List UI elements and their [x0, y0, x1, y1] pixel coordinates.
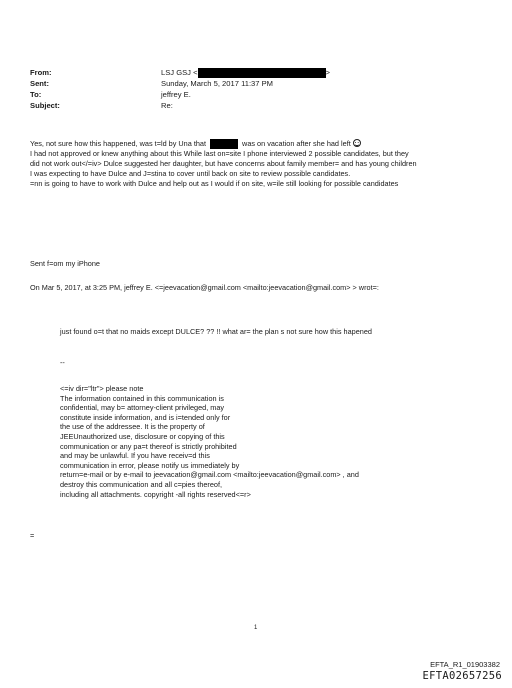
sent-from-iphone: Sent f=om my iPhone [30, 259, 100, 268]
quoted-message: just found o=t that no maids except DULCE? ?? !! what ar= the plan s not sure how this hapened [60, 327, 372, 336]
page-number: 1 [254, 625, 258, 631]
from-name: LSJ GSJ < [161, 68, 198, 77]
redaction-box [198, 68, 326, 78]
disclaimer-line: including all attachments. copyright -all rights reserved<=r> [60, 489, 251, 499]
sent-value: Sunday, March 5, 2017 11:37 PM [161, 79, 274, 88]
body-line-2: I had not approved or knew anything about this While last on=site I phone interviewed 2 possible candidates, but they [30, 149, 409, 158]
disclaimer-line: destroy this communication and all c=pies thereof, [60, 479, 223, 489]
from-value [161, 68, 330, 78]
bates-number-small: EFTA_R1_01903382 [430, 660, 500, 669]
to-value: jeffrey E. [161, 90, 191, 99]
from-suffix: > [325, 68, 330, 77]
signature-dashes: -- [60, 358, 65, 367]
disclaimer-line: the use of the addressee. It is the property of [60, 422, 205, 432]
smiley-icon [353, 139, 361, 147]
disclaimer-line: and may be unlawful. If you have receiv=d this [60, 451, 210, 461]
to-label: To: [30, 90, 42, 99]
body-line-1a: Yes, not sure how this happened, was t=ld by Una that [30, 139, 206, 148]
confidentiality-disclaimer [60, 384, 359, 499]
body-line-4: I was expecting to have Dulce and J=stina to cover until back on site to review possible candidates. [30, 169, 351, 178]
disclaimer-line: communication or any pa=t thereof is strictly prohibited [60, 441, 237, 451]
redaction-box [210, 139, 238, 149]
body-line-5: =nn is going to have to work with Dulce and help out as I would if on site, w=ile still looking for possible candidates [30, 179, 399, 188]
disclaimer-line: The information contained in this communication is [60, 393, 224, 403]
bates-number-large: EFTA02657256 [422, 670, 502, 682]
disclaimer-line: return=e-mail or by e-mail to jeevacation@gmail.com <mailto:jeevacation@gmail.com> , and [60, 470, 359, 480]
disclaimer-line: confidential, may b= attorney-client privileged, may [60, 403, 225, 413]
on-date-wrote: On Mar 5, 2017, at 3:25 PM, jeffrey E. <=jeevacation@gmail.com <mailto:jeevacation@gmail.com> > wrot=: [30, 283, 379, 292]
body-line-1b: was on vacation after she had left [242, 139, 351, 148]
subject-value: Re: [161, 101, 173, 110]
disclaimer-line: constitute inside information, and is i=tended only for [60, 412, 231, 422]
sent-label: Sent: [30, 79, 49, 88]
from-label: From: [30, 68, 52, 77]
subject-label: Subject: [30, 101, 60, 110]
body-line-3: did not work out</=iv> Dulce suggested her daughter, but have concerns about family member= and has young children [30, 159, 417, 168]
body-line-1 [30, 139, 361, 149]
disclaimer-line: <=iv dir="ltr"> please note [60, 384, 144, 393]
disclaimer-line: JEEUnauthorized use, disclosure or copying of this [60, 431, 225, 441]
disclaimer-line: communication in error, please notify us immediately by [60, 460, 240, 470]
trailing-equals: = [30, 531, 35, 540]
